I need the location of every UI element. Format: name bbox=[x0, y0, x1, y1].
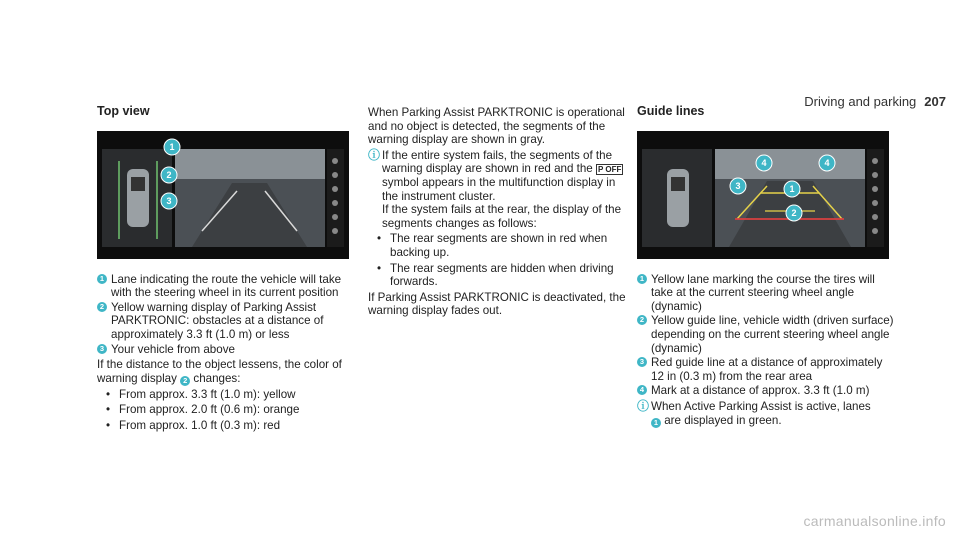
parking-off-icon: P OFF bbox=[597, 165, 622, 175]
svg-text:4: 4 bbox=[761, 157, 767, 168]
svg-text:2: 2 bbox=[166, 169, 172, 180]
item-text: Lane indicating the route the vehicle will take with the steering wheel in its current position bbox=[111, 272, 342, 300]
item-text: Red guide line at a distance of approximately 12 in (0.3 m) from the rear area bbox=[651, 356, 883, 383]
svg-text:3: 3 bbox=[735, 180, 741, 191]
svg-text:1: 1 bbox=[169, 141, 175, 152]
list-item bbox=[637, 384, 897, 398]
guide-lines-screen-image bbox=[637, 131, 889, 259]
distance-paragraph: If the distance to the object lessens, the color of warning display 2 changes: bbox=[97, 358, 342, 385]
operational-paragraph: When Parking Assist PARKTRONIC is operational and no object is detected, the segments of the warning display are shown in gray. bbox=[368, 106, 625, 147]
list-item bbox=[97, 343, 357, 357]
section-title: Driving and parking bbox=[804, 94, 917, 109]
svg-text:4: 4 bbox=[824, 157, 830, 168]
info-icon: ⓘ bbox=[368, 147, 381, 162]
top-view-screen-image bbox=[97, 131, 349, 259]
bullet-item: • From approx. 3.3 ft (1.0 m): yellow bbox=[97, 388, 357, 402]
list-item bbox=[97, 273, 357, 300]
item-text: Mark at a distance of approx. 3.3 ft (1.0 m) bbox=[651, 384, 870, 398]
watermark: carmanualsonline.info bbox=[803, 513, 946, 529]
list-item bbox=[637, 314, 897, 355]
info-icon: ⓘ bbox=[637, 398, 650, 413]
callout-number: 1 bbox=[651, 418, 661, 428]
callout-number: 2 bbox=[637, 315, 647, 325]
callout-number: 2 bbox=[97, 302, 107, 312]
callout-number: 4 bbox=[637, 385, 647, 395]
heading-top-view: Top view bbox=[97, 104, 150, 118]
column-guide-lines bbox=[637, 105, 897, 430]
bullet-item: • The rear segments are shown in red when backing up. bbox=[368, 232, 630, 259]
column-top-view bbox=[97, 105, 357, 435]
callout-number: 1 bbox=[637, 274, 647, 284]
svg-text:3: 3 bbox=[166, 195, 172, 206]
deactivated-paragraph: If Parking Assist PARKTRONIC is deactivated, the warning display fades out. bbox=[368, 290, 626, 318]
item-text: Your vehicle from above bbox=[111, 342, 235, 356]
bullet-item: • From approx. 2.0 ft (0.6 m): orange bbox=[97, 403, 357, 417]
callout-number: 1 bbox=[97, 274, 107, 284]
info-note: ⓘ When Active Parking Assist is active, lanes 1 are displayed in green. bbox=[637, 398, 871, 427]
callout-number: 3 bbox=[637, 357, 647, 367]
bullet-item: • From approx. 1.0 ft (0.3 m): red bbox=[97, 419, 357, 433]
list-item bbox=[97, 301, 357, 342]
list-item bbox=[637, 273, 897, 314]
svg-text:1: 1 bbox=[789, 183, 795, 194]
info-note: ⓘ If the entire system fails, the segments of the warning display are shown in red and the P OFF symbol appears in the multifunction display in the instrument cluster. If the system fails at the rear, the display of the segments changes as follows: bbox=[368, 147, 622, 230]
callout-number: 3 bbox=[97, 344, 107, 354]
page-number: 207 bbox=[924, 94, 946, 109]
column-parktronic-text bbox=[368, 104, 630, 320]
heading-guide-lines: Guide lines bbox=[637, 104, 705, 118]
item-text: Yellow guide line, vehicle width (driven surface) depending on the current steering wheel angle (dynamic) bbox=[651, 314, 894, 355]
svg-text:2: 2 bbox=[791, 207, 797, 218]
list-item bbox=[637, 356, 897, 383]
bullet-item: • The rear segments are hidden when driving forwards. bbox=[368, 262, 630, 289]
item-text: Yellow lane marking the course the tires will take at the current steering wheel angle (dynamic) bbox=[651, 272, 875, 313]
item-text: Yellow warning display of Parking Assist PARKTRONIC: obstacles at a distance of approximately 3.3 ft (1.0 m) or less bbox=[111, 300, 324, 341]
callout-number: 2 bbox=[180, 376, 190, 386]
